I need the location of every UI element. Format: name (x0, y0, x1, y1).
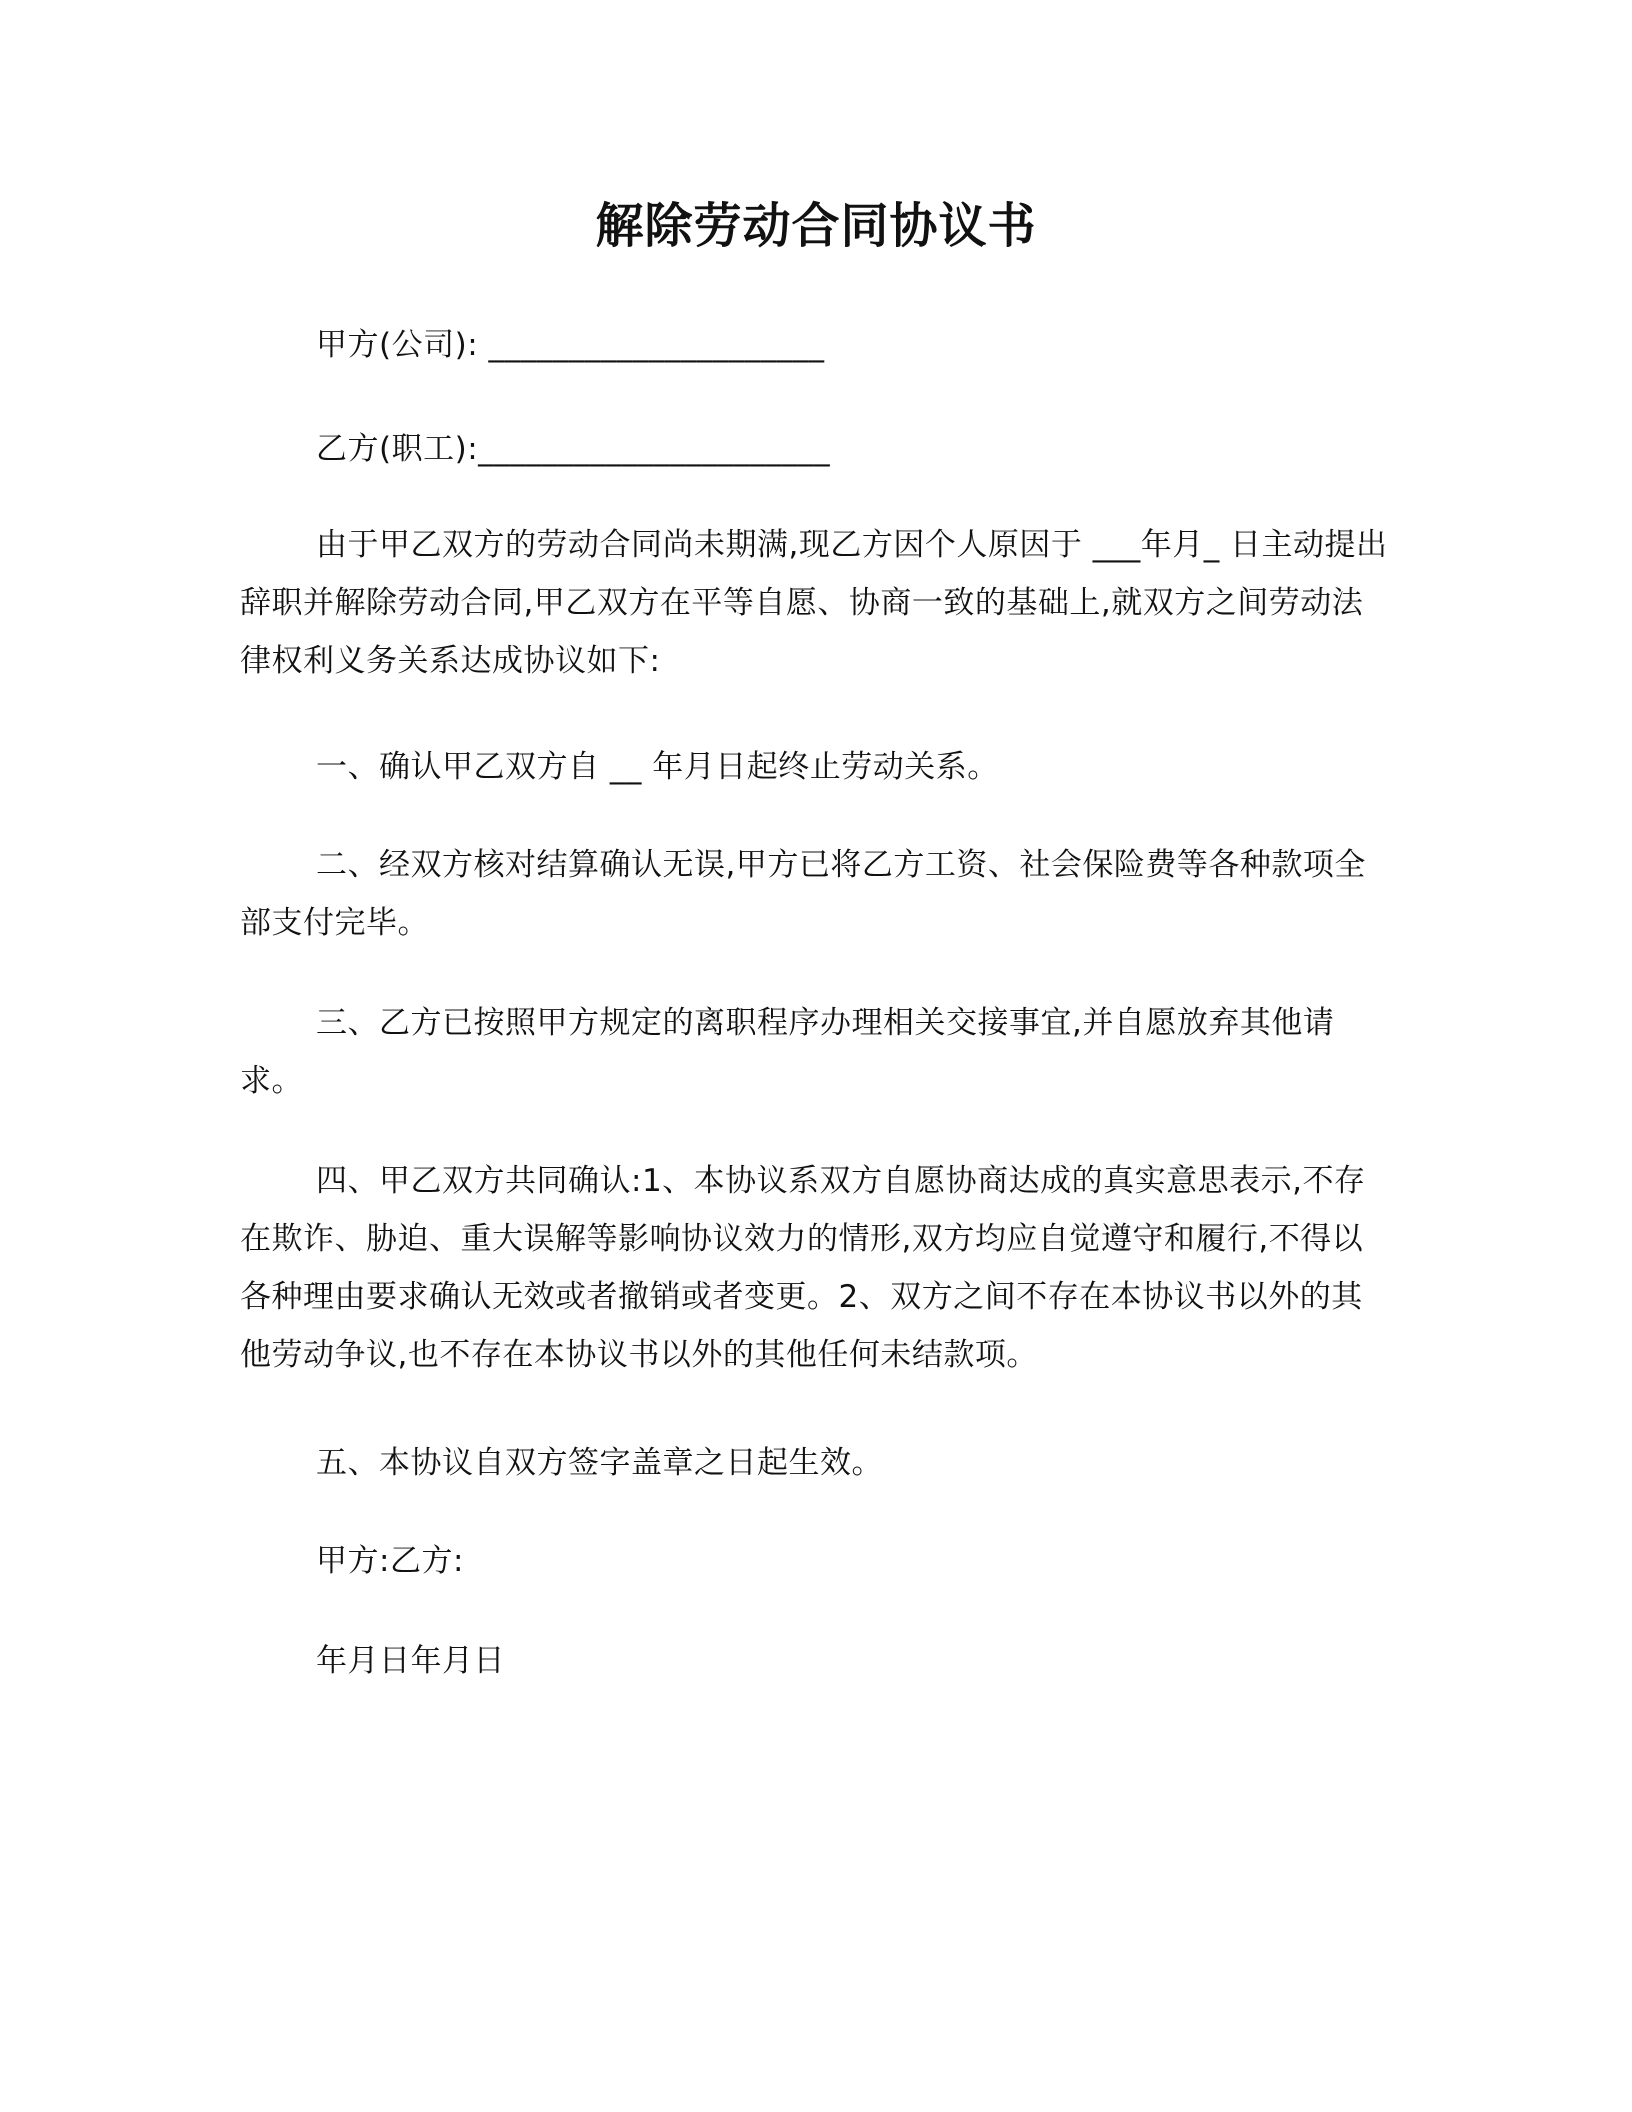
signature-line: 甲方:乙方: (316, 1543, 464, 1579)
document-title: 解除劳动合同协议书 (595, 198, 1037, 254)
clause-1: 一、确认甲乙双方自 __ 年月日起终止劳动关系。 (316, 749, 999, 785)
clause-4: 四、甲乙双方共同确认:1、本协议系双方自愿协商达成的真实意思表示,不存在欺诈、胁迫、重大误解等影响协议效力的情形,双方均应自觉遵守和履行,不得以各种理由要求确认无效或者撤销或者变更。2、双方之间不存在本协议书以外的其他劳动争议,也不存在本协议书以外的其他任何未结款项。 (240, 1163, 1366, 1373)
clause-5: 五、本协议自双方签字盖章之日起生效。 (316, 1445, 883, 1481)
intro-paragraph: 由于甲乙双方的劳动合同尚未期满,现乙方因个人原因于 ___年月_ 日主动提出辞职并解除劳动合同,甲乙双方在平等自愿、协商一致的基础上,就双方之间劳动法律权利义务关系达成协议如下: (240, 527, 1388, 679)
party-a-field: 甲方(公司): _____________________ (316, 327, 825, 363)
date-line: 年月日年月日 (316, 1643, 505, 1679)
clause-3: 三、乙方已按照甲方规定的离职程序办理相关交接事宜,并自愿放弃其他请求。 (240, 1005, 1335, 1099)
clause-2: 二、经双方核对结算确认无误,甲方已将乙方工资、社会保险费等各种款项全部支付完毕。 (240, 847, 1366, 941)
party-b-field: 乙方(职工):______________________ (316, 431, 831, 467)
